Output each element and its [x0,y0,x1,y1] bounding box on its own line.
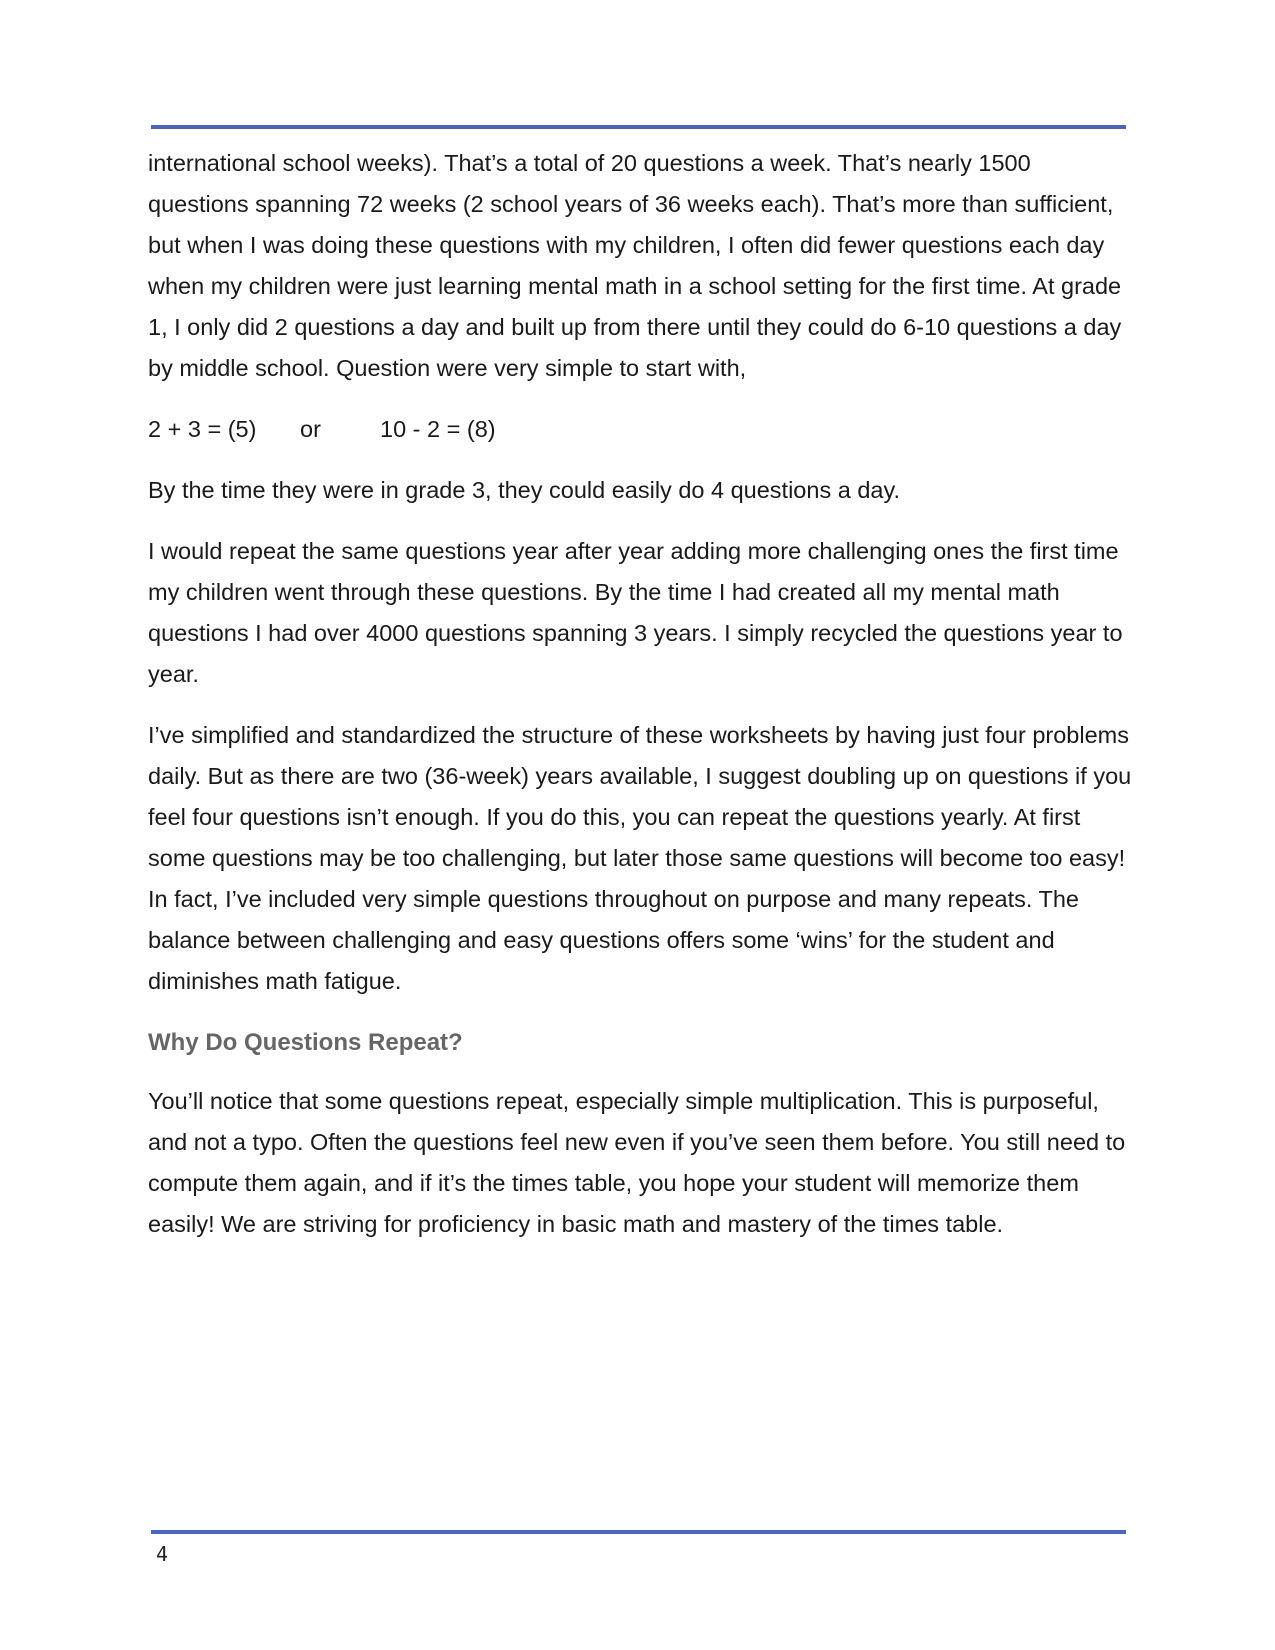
header-rule [151,125,1126,129]
example-equation-addition: 2 + 3 = (5) [148,416,257,442]
paragraph-question-counts: international school weeks). That’s a total of 20 questions a week. That’s nearly 1500 questions spanning 72 weeks (2 school years of 36 weeks each). That’s more than sufficient, but when I was doing these questions with my children, I often did fewer questions each day when my children were just learning mental math in a school setting for the first time. At grade 1, I only did 2 questions a day and built up from there until they could do 6-10 questions a day by middle school. Question were very simple to start with, [148,150,1122,381]
paragraph-repeat-questions: I would repeat the same questions year after year adding more challenging ones the first time my children went through these questions. By the time I had created all my mental math questions I had over 4000 questions spanning 3 years. I simply recycled the questions year to year. [148,538,1123,687]
paragraph-worksheet-structure: I’ve simplified and standardized the structure of these worksheets by having just four problems daily. But as there are two (36-week) years available, I suggest doubling up on questions if you feel four questions isn’t enough. If you do this, you can repeat the questions yearly. At first some questions may be too challenging, but later those same questions will become too easy! In fact, I’ve included very simple questions throughout on purpose and many repeats. The balance between challenging and easy questions offers some ‘wins’ for the student and diminishes math fatigue. [148,722,1132,994]
page-body [148,143,1133,1265]
footer-rule [151,1530,1126,1534]
example-separator: or [300,416,321,442]
paragraph-grade-three: By the time they were in grade 3, they could easily do 4 questions a day. [148,477,900,503]
section-heading: Why Do Questions Repeat? [148,1029,463,1056]
example-equations [148,409,1133,450]
example-equation-subtraction: 10 - 2 = (8) [380,416,496,442]
page-number: 4 [156,1542,169,1566]
paragraph-why-repeat: You’ll notice that some questions repeat, especially simple multiplication. This is purposeful, and not a typo. Often the questions feel new even if you’ve seen them before. You still need to compute them again, and if it’s the times table, you hope your student will memorize them easily! We are striving for proficiency in basic math and mastery of the times table. [148,1088,1126,1237]
